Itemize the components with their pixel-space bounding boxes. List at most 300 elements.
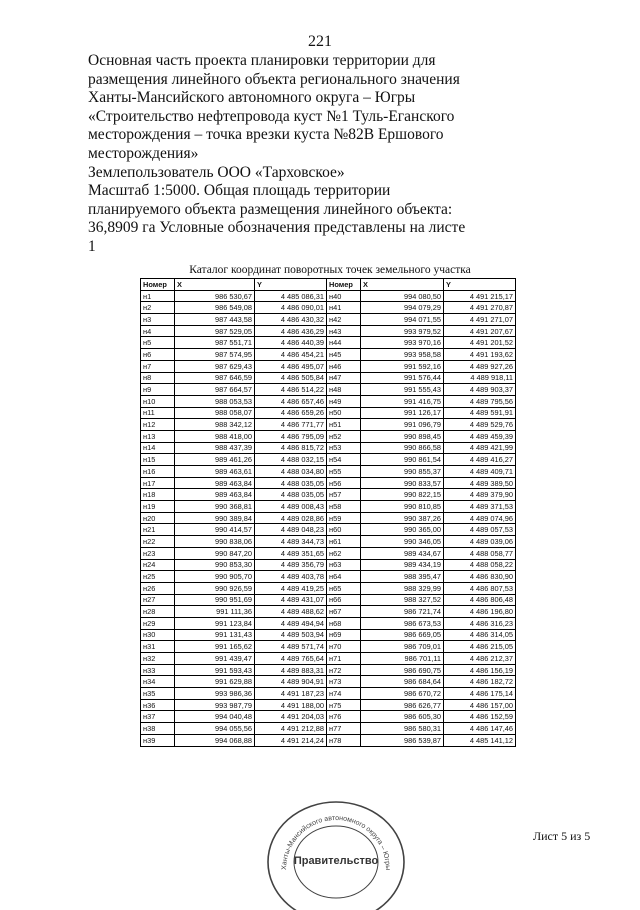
coord-y: 4 489 571,74 [255,641,327,653]
coord-x: 990 905,70 [175,571,255,583]
coord-y: 4 489 591,91 [444,407,516,419]
point-number: н78 [327,734,361,746]
table-header-row [141,279,516,291]
coord-y: 4 491 207,67 [444,325,516,337]
coord-x: 987 574,95 [175,349,255,361]
table-row [141,606,516,618]
coord-y: 4 486 430,32 [255,314,327,326]
coord-y: 4 491 214,24 [255,734,327,746]
point-number: н32 [141,653,175,665]
coord-y: 4 485 141,12 [444,734,516,746]
coord-x: 988 329,99 [361,582,444,594]
point-number: н15 [141,454,175,466]
table-row [141,664,516,676]
coord-x: 988 327,52 [361,594,444,606]
coord-x: 986 673,53 [361,617,444,629]
point-number: н26 [141,582,175,594]
coord-x: 987 551,71 [175,337,255,349]
point-number: н17 [141,477,175,489]
coord-y: 4 486 156,19 [444,664,516,676]
coord-y: 4 486 157,00 [444,699,516,711]
table-row [141,466,516,478]
coord-x: 993 970,16 [361,337,444,349]
point-number: н51 [327,419,361,431]
coord-y: 4 489 488,62 [255,606,327,618]
point-number: н64 [327,571,361,583]
coord-y: 4 486 795,09 [255,430,327,442]
point-number: н13 [141,430,175,442]
table-body [141,290,516,746]
coord-x: 991 096,79 [361,419,444,431]
point-number: н21 [141,524,175,536]
coord-y: 4 486 147,46 [444,723,516,735]
point-number: н75 [327,699,361,711]
point-number: н35 [141,688,175,700]
point-number: н4 [141,325,175,337]
coord-y: 4 489 883,31 [255,664,327,676]
coord-x: 990 855,37 [361,466,444,478]
title-line: месторождения – точка врезки куста №82В Ершового [88,126,444,144]
point-number: н9 [141,384,175,396]
scale-line: 1 [88,237,96,255]
coord-x: 991 165,62 [175,641,255,653]
coord-y: 4 486 806,48 [444,594,516,606]
coord-y: 4 486 175,14 [444,688,516,700]
coord-y: 4 489 351,65 [255,547,327,559]
coord-y: 4 489 927,26 [444,360,516,372]
point-number: н7 [141,360,175,372]
coord-x: 990 368,81 [175,501,255,513]
point-number: н29 [141,617,175,629]
point-number: н68 [327,617,361,629]
point-number: н67 [327,606,361,618]
table-row [141,617,516,629]
table-row [141,290,516,302]
coord-y: 4 486 440,39 [255,337,327,349]
point-number: н34 [141,676,175,688]
title-line: Ханты-Мансийского автономного округа – Югры [88,89,416,107]
table-row [141,372,516,384]
table-row [141,676,516,688]
coord-x: 986 605,30 [361,711,444,723]
seal-ring-text: Ханты-Мансийского автономного округа – Югры [280,814,392,871]
scale-line: 36,8909 га Условные обозначения представлены на листе [88,219,466,237]
table-row [141,594,516,606]
coord-x: 990 847,20 [175,547,255,559]
point-number: н48 [327,384,361,396]
coord-y: 4 489 494,94 [255,617,327,629]
coord-x: 989 463,84 [175,489,255,501]
coord-y: 4 488 058,22 [444,559,516,571]
coord-y: 4 489 389,50 [444,477,516,489]
point-number: н31 [141,641,175,653]
coord-x: 994 071,55 [361,314,444,326]
point-number: н56 [327,477,361,489]
point-number: н70 [327,641,361,653]
point-number: н63 [327,559,361,571]
point-number: н23 [141,547,175,559]
table-row [141,489,516,501]
coord-x: 994 068,88 [175,734,255,746]
coord-x: 989 461,26 [175,454,255,466]
coord-x: 993 958,58 [361,349,444,361]
coord-x: 990 387,26 [361,512,444,524]
coord-y: 4 488 034,80 [255,466,327,478]
coord-x: 991 593,43 [175,664,255,676]
coord-y: 4 489 765,64 [255,653,327,665]
coord-y: 4 489 371,53 [444,501,516,513]
table-row [141,641,516,653]
coord-y: 4 491 201,52 [444,337,516,349]
coord-x: 987 629,43 [175,360,255,372]
coord-x: 986 721,74 [361,606,444,618]
coord-y: 4 486 771,77 [255,419,327,431]
coord-x: 988 418,00 [175,430,255,442]
point-number: н14 [141,442,175,454]
point-number: н49 [327,395,361,407]
point-number: н25 [141,571,175,583]
coord-y: 4 486 454,21 [255,349,327,361]
coord-y: 4 491 270,87 [444,302,516,314]
coord-y: 4 491 193,62 [444,349,516,361]
coord-y: 4 489 048,23 [255,524,327,536]
coord-x: 993 979,52 [361,325,444,337]
coord-y: 4 486 514,22 [255,384,327,396]
coord-x: 988 395,47 [361,571,444,583]
point-number: н54 [327,454,361,466]
coord-x: 990 898,45 [361,430,444,442]
coord-x: 991 555,43 [361,384,444,396]
table-row [141,407,516,419]
coord-x: 990 810,85 [361,501,444,513]
coord-y: 4 486 659,26 [255,407,327,419]
point-number: н19 [141,501,175,513]
coord-y: 4 486 495,07 [255,360,327,372]
point-number: н42 [327,314,361,326]
coord-x: 987 529,05 [175,325,255,337]
table-row [141,384,516,396]
coord-y: 4 489 459,39 [444,430,516,442]
table-row [141,699,516,711]
point-number: н39 [141,734,175,746]
point-number: н45 [327,349,361,361]
coord-y: 4 486 152,59 [444,711,516,723]
coord-x: 991 592,16 [361,360,444,372]
point-number: н62 [327,547,361,559]
coordinates-table [140,278,516,747]
coord-x: 986 549,08 [175,302,255,314]
coord-x: 989 434,19 [361,559,444,571]
coord-x: 990 866,58 [361,442,444,454]
point-number: н72 [327,664,361,676]
coord-x: 991 111,36 [175,606,255,618]
point-number: н38 [141,723,175,735]
point-number: н22 [141,536,175,548]
coord-y: 4 486 807,53 [444,582,516,594]
coord-x: 990 346,05 [361,536,444,548]
coord-x: 989 463,61 [175,466,255,478]
coord-x: 986 670,72 [361,688,444,700]
point-number: н66 [327,594,361,606]
coord-x: 986 701,11 [361,653,444,665]
coord-y: 4 486 212,37 [444,653,516,665]
coord-x: 991 416,75 [361,395,444,407]
coord-y: 4 486 196,80 [444,606,516,618]
title-line: «Строительство нефтепровода куст №1 Туль-Еганского [88,107,455,125]
table-row [141,723,516,735]
coord-y: 4 491 188,00 [255,699,327,711]
coord-y: 4 489 039,06 [444,536,516,548]
coord-x: 987 664,57 [175,384,255,396]
title-line: размещения линейного объекта регионального значения [88,70,460,88]
point-number: н6 [141,349,175,361]
point-number: н3 [141,314,175,326]
point-number: н52 [327,430,361,442]
coord-x: 990 414,57 [175,524,255,536]
coord-y: 4 485 086,31 [255,290,327,302]
point-number: н2 [141,302,175,314]
coord-x: 986 684,64 [361,676,444,688]
point-number: н65 [327,582,361,594]
table-row [141,454,516,466]
coord-y: 4 489 008,43 [255,501,327,513]
coord-x: 986 669,05 [361,629,444,641]
land-user: Землепользователь ООО «Тарховское» [88,163,345,181]
coord-y: 4 486 657,46 [255,395,327,407]
point-number: н37 [141,711,175,723]
coord-y: 4 489 431,07 [255,594,327,606]
point-number: н47 [327,372,361,384]
point-number: н24 [141,559,175,571]
point-number: н71 [327,653,361,665]
coord-y: 4 486 090,01 [255,302,327,314]
coord-y: 4 488 058,77 [444,547,516,559]
coord-x: 994 080,50 [361,290,444,302]
scale-line: Масштаб 1:5000. Общая площадь территории [88,182,391,200]
header-number: Номер [141,279,175,291]
coord-x: 990 951,69 [175,594,255,606]
coord-y: 4 489 379,90 [444,489,516,501]
point-number: н41 [327,302,361,314]
coord-x: 994 055,56 [175,723,255,735]
coord-y: 4 491 271,07 [444,314,516,326]
coord-x: 991 629,88 [175,676,255,688]
coord-y: 4 489 416,27 [444,454,516,466]
point-number: н33 [141,664,175,676]
coord-x: 990 838,06 [175,536,255,548]
point-number: н12 [141,419,175,431]
header-x: X [361,279,444,291]
point-number: н30 [141,629,175,641]
sheet-label: Лист 5 из 5 [533,829,591,843]
coord-y: 4 489 795,56 [444,395,516,407]
coord-x: 988 058,07 [175,407,255,419]
coord-x: 990 822,15 [361,489,444,501]
header-x: X [175,279,255,291]
coord-y: 4 489 028,86 [255,512,327,524]
table-row [141,419,516,431]
point-number: н69 [327,629,361,641]
coord-x: 991 126,17 [361,407,444,419]
table-row [141,349,516,361]
point-number: н76 [327,711,361,723]
point-number: н8 [141,372,175,384]
table-row [141,711,516,723]
coord-x: 987 443,58 [175,314,255,326]
coord-x: 993 986,36 [175,688,255,700]
coord-x: 988 342,12 [175,419,255,431]
table-row [141,524,516,536]
coord-x: 991 576,44 [361,372,444,384]
official-seal [256,800,416,910]
point-number: н53 [327,442,361,454]
table-row [141,302,516,314]
point-number: н57 [327,489,361,501]
table-row [141,653,516,665]
coord-x: 990 833,57 [361,477,444,489]
page-number: 221 [308,33,332,50]
coord-x: 990 926,59 [175,582,255,594]
point-number: н1 [141,290,175,302]
document-heading [88,52,518,257]
header-number: Номер [327,279,361,291]
table-row [141,430,516,442]
coord-y: 4 489 918,11 [444,372,516,384]
point-number: н18 [141,489,175,501]
coord-x: 991 131,43 [175,629,255,641]
coord-y: 4 486 215,05 [444,641,516,653]
point-number: н43 [327,325,361,337]
coord-y: 4 488 035,05 [255,477,327,489]
point-number: н73 [327,676,361,688]
point-number: н59 [327,512,361,524]
coord-y: 4 489 344,73 [255,536,327,548]
table-row [141,337,516,349]
coord-x: 994 079,29 [361,302,444,314]
coord-x: 993 987,79 [175,699,255,711]
coord-x: 986 580,31 [361,723,444,735]
table-row [141,442,516,454]
point-number: н58 [327,501,361,513]
point-number: н50 [327,407,361,419]
coord-x: 988 053,53 [175,395,255,407]
coord-y: 4 491 212,88 [255,723,327,735]
table-row [141,325,516,337]
coord-y: 4 489 057,53 [444,524,516,536]
table-row [141,477,516,489]
coord-y: 4 486 436,29 [255,325,327,337]
point-number: н27 [141,594,175,606]
coord-x: 990 389,84 [175,512,255,524]
coord-x: 990 861,54 [361,454,444,466]
coord-y: 4 491 204,03 [255,711,327,723]
seal-center-text: Правительство [293,855,379,867]
coord-y: 4 486 314,05 [444,629,516,641]
coord-y: 4 489 419,25 [255,582,327,594]
coord-y: 4 491 215,17 [444,290,516,302]
point-number: н46 [327,360,361,372]
header-y: Y [255,279,327,291]
coord-y: 4 486 505,84 [255,372,327,384]
title-line: Основная часть проекта планировки территории для [88,52,436,69]
coord-x: 991 439,47 [175,653,255,665]
coord-x: 986 690,75 [361,664,444,676]
table-row [141,571,516,583]
coord-y: 4 489 503,94 [255,629,327,641]
coord-y: 4 489 421,99 [444,442,516,454]
coord-x: 994 040,48 [175,711,255,723]
coord-x: 990 365,00 [361,524,444,536]
table-row [141,688,516,700]
point-number: н5 [141,337,175,349]
table-row [141,314,516,326]
point-number: н74 [327,688,361,700]
coord-x: 987 646,59 [175,372,255,384]
table-row [141,536,516,548]
coord-x: 986 626,77 [361,699,444,711]
coord-y: 4 489 356,79 [255,559,327,571]
coord-y: 4 489 903,37 [444,384,516,396]
title-line: месторождения» [88,144,199,162]
scale-line: планируемого объекта размещения линейного объекта: [88,200,453,218]
coord-y: 4 486 830,90 [444,571,516,583]
table-row [141,559,516,571]
header-y: Y [444,279,516,291]
point-number: н11 [141,407,175,419]
point-number: н20 [141,512,175,524]
table-row [141,582,516,594]
coord-y: 4 489 529,76 [444,419,516,431]
table-row [141,360,516,372]
coord-x: 986 530,67 [175,290,255,302]
point-number: н61 [327,536,361,548]
point-number: н28 [141,606,175,618]
coord-y: 4 491 187,23 [255,688,327,700]
table-row [141,512,516,524]
table-row [141,547,516,559]
point-number: н40 [327,290,361,302]
point-number: н10 [141,395,175,407]
coord-y: 4 489 074,96 [444,512,516,524]
table-row [141,629,516,641]
table-row [141,734,516,746]
coord-y: 4 488 032,15 [255,454,327,466]
coord-x: 988 437,39 [175,442,255,454]
coord-x: 989 463,84 [175,477,255,489]
coord-x: 990 853,30 [175,559,255,571]
point-number: н44 [327,337,361,349]
coord-x: 986 539,87 [361,734,444,746]
coord-y: 4 488 035,05 [255,489,327,501]
point-number: н60 [327,524,361,536]
coord-y: 4 489 409,71 [444,466,516,478]
table-row [141,395,516,407]
coord-y: 4 486 182,72 [444,676,516,688]
catalog-title: Каталог координат поворотных точек земельного участка [189,264,471,276]
coord-y: 4 489 904,91 [255,676,327,688]
coord-y: 4 489 403,78 [255,571,327,583]
point-number: н77 [327,723,361,735]
coord-x: 989 434,67 [361,547,444,559]
point-number: н55 [327,466,361,478]
point-number: н36 [141,699,175,711]
coord-x: 991 123,84 [175,617,255,629]
coord-y: 4 486 316,23 [444,617,516,629]
coord-y: 4 486 815,72 [255,442,327,454]
coord-x: 986 709,01 [361,641,444,653]
table-row [141,501,516,513]
point-number: н16 [141,466,175,478]
